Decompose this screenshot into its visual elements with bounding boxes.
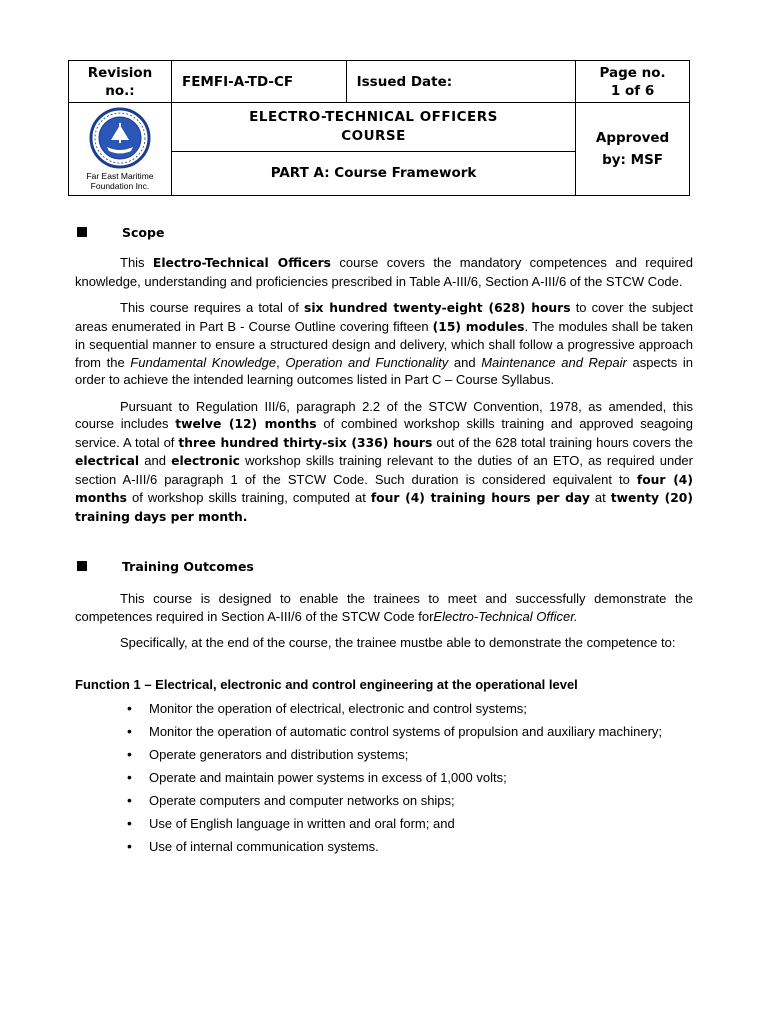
issued-date-label: Issued Date: <box>346 61 575 103</box>
course-title-cell <box>171 103 575 152</box>
training-outcomes-heading-text: Training Outcomes <box>122 558 254 574</box>
page-value: 1 of 6 <box>610 82 655 99</box>
document-body <box>75 220 693 861</box>
scope-paragraph-3: Pursuant to Regulation III/6, paragraph 2.2 of the STCW Convention, 1978, as amended, this course includes twelve (12) months of combined workshop skills training and approved seagoing service. A total of three hundred thirty-six (336) hours out of the 628 total training hours covers the electrical and electronic workshop skills training relevant to the duties of an ETO, as required under section A-III/6 paragraph 1 of the STCW Code. Such duration is considered equivalent to four (4) months of workshop skills training, computed at four (4) training hours per day at twenty (20) training days per month. <box>75 398 693 524</box>
list-item: • Operate computers and computer networks on ships; <box>127 792 693 809</box>
outcomes-paragraph-2: Specifically, at the end of the course, the trainee mustbe able to demonstrate the competence to: <box>120 635 676 650</box>
doc-code: FEMFI-A-TD-CF <box>171 61 346 103</box>
logo-cell <box>69 103 172 196</box>
scope-paragraph-1: This Electro-Technical Officers course covers the mandatory competences and required knowledge, understanding and proficiencies prescribed in Table A-III/6, Section A-III/6 of the STCW Code. <box>75 255 693 289</box>
course-title-line1: ELECTRO-TECHNICAL OFFICERS <box>249 108 498 125</box>
page-number-cell <box>576 61 690 103</box>
part-title: PART A: Course Framework <box>171 151 575 195</box>
scope-heading <box>75 220 693 244</box>
org-name-line1: Far East Maritime <box>86 171 154 181</box>
document-header-table <box>68 60 690 196</box>
square-bullet-icon <box>77 561 87 571</box>
scope-heading-text: Scope <box>122 224 165 240</box>
list-item: • Monitor the operation of automatic control systems of propulsion and auxiliary machinery; <box>127 723 693 740</box>
training-outcomes-heading <box>75 554 693 578</box>
outcomes-paragraph-1: This course is designed to enable the trainees to meet and successfully demonstrate the competences required in Section A-III/6 of the STCW Code forElectro-Technical Officer. <box>75 591 693 624</box>
org-name-line2: Foundation Inc. <box>90 181 150 191</box>
approved-cell <box>576 103 690 196</box>
revision-label: Revision no.: <box>87 64 153 99</box>
list-item: • Operate and maintain power systems in excess of 1,000 volts; <box>127 769 693 786</box>
list-item: • Monitor the operation of electrical, electronic and control systems; <box>127 700 693 717</box>
approved-line1: Approved <box>595 130 670 146</box>
square-bullet-icon <box>77 227 87 237</box>
approved-line2: by: MSF <box>602 152 664 168</box>
list-item: • Use of internal communication systems. <box>127 838 693 855</box>
list-item: • Operate generators and distribution systems; <box>127 746 693 763</box>
course-title-line2: COURSE <box>341 127 406 144</box>
list-item: • Use of English language in written and oral form; and <box>127 815 693 832</box>
scope-paragraph-2: This course requires a total of six hundred twenty-eight (628) hours to cover the subject areas enumerated in Part B - Course Outline covering fifteen (15) modules. The modules shall be taken in sequential manner to ensure a structured design and delivery, which shall follow a progressive approach from the Fundamental Knowledge, Operation and Functionality and Maintenance and Repair aspects in order to achieve the intended learning outcomes listed in Part C – Course Syllabus. <box>75 300 694 387</box>
function-1-heading: Function 1 – Electrical, electronic and control engineering at the operational level <box>75 676 578 692</box>
function-1-list <box>127 700 693 855</box>
femfi-seal-logo <box>89 107 151 169</box>
revision-label-cell <box>69 61 172 103</box>
page-label: Page no. <box>599 64 666 81</box>
